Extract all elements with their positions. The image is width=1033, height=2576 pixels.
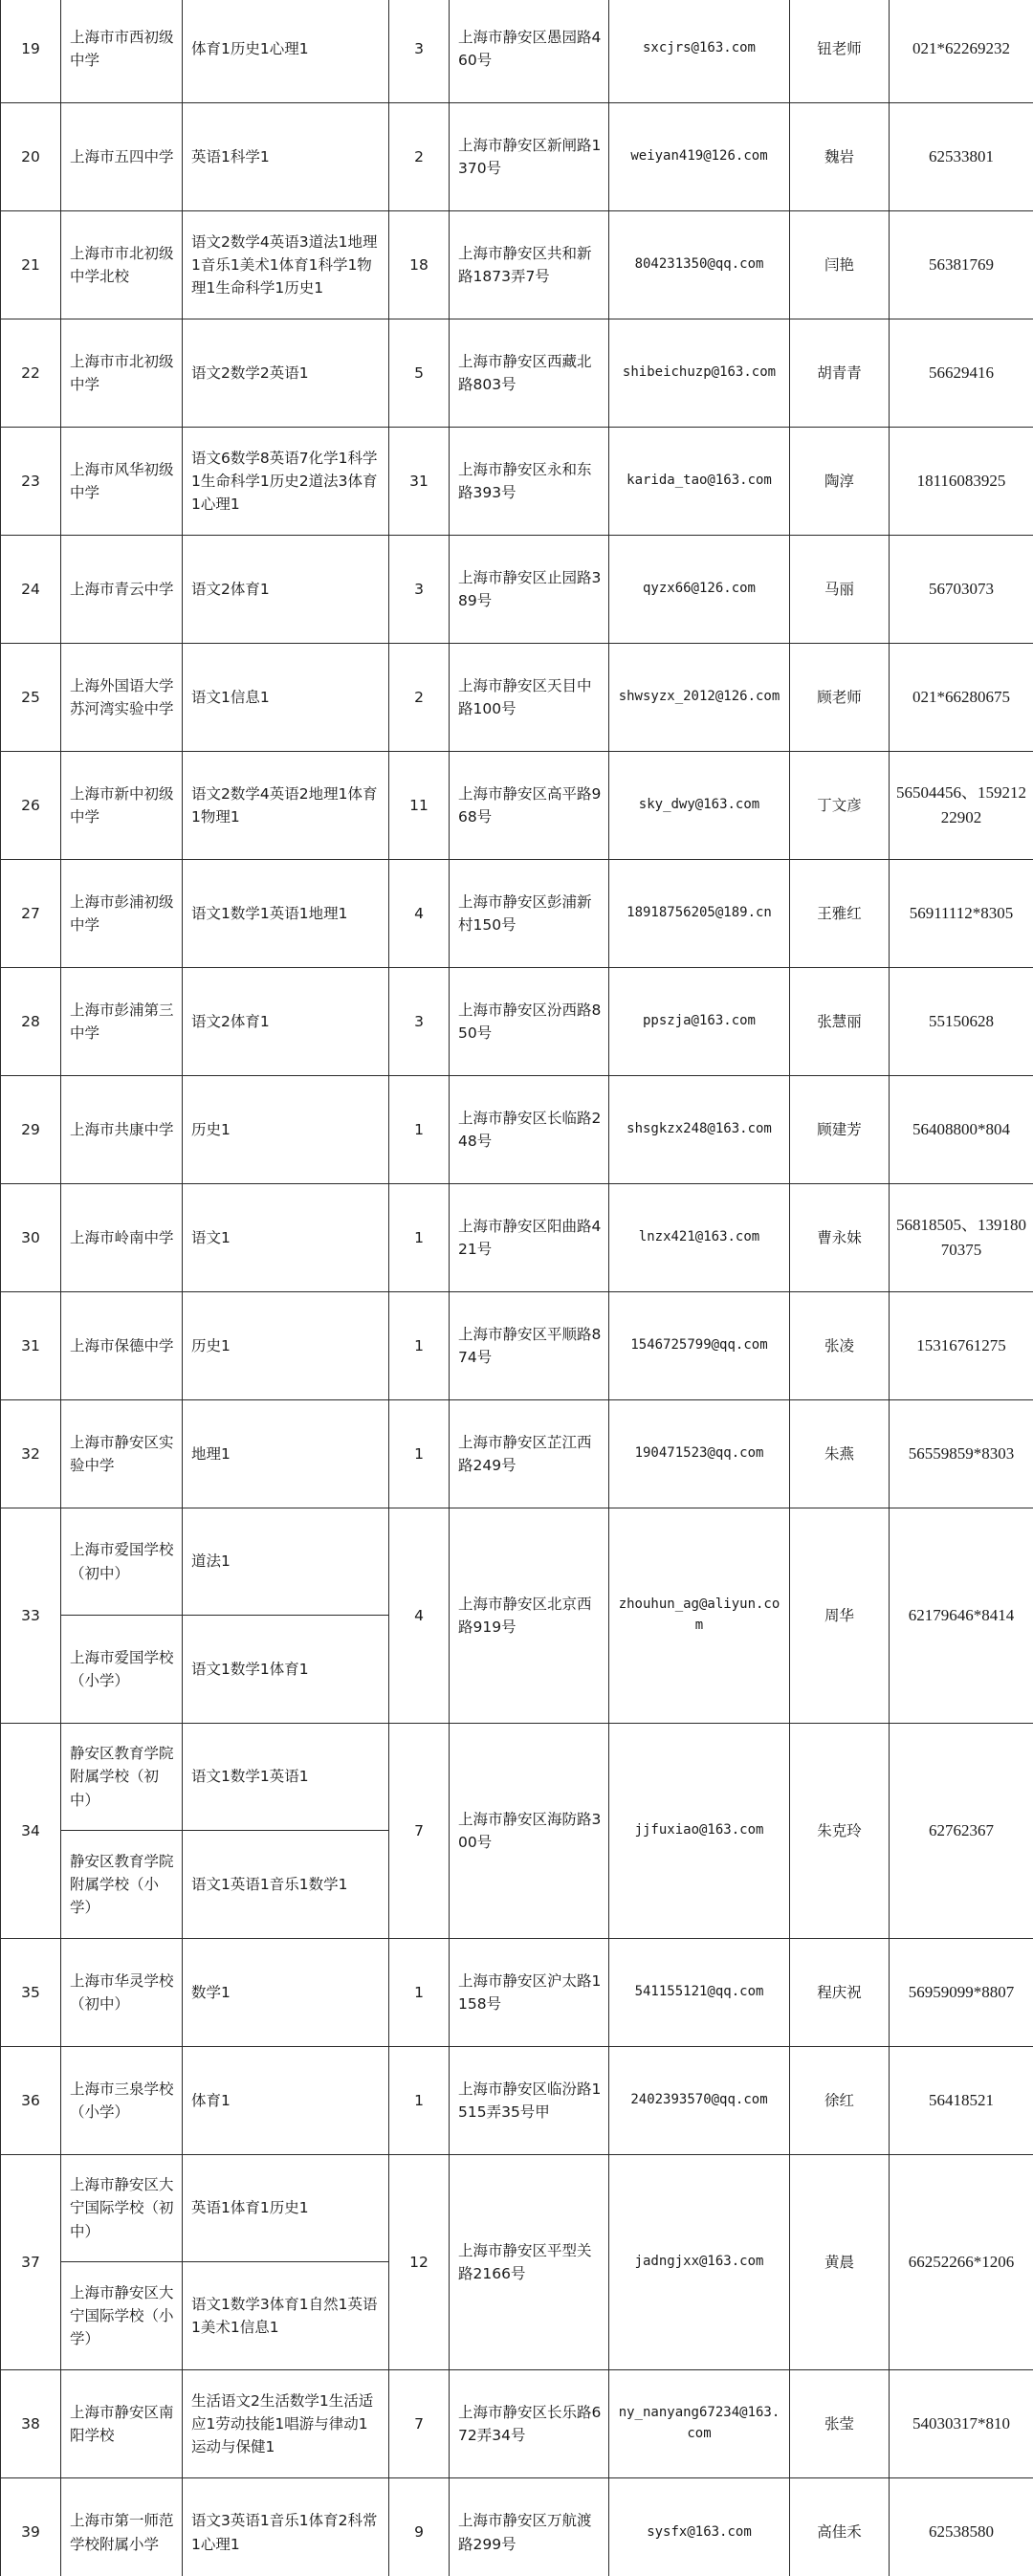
school-address: 上海市静安区长乐路672弄34号 [450, 2370, 609, 2478]
position-count: 1 [389, 2047, 450, 2155]
table-row [1, 752, 1033, 860]
row-number: 27 [1, 860, 61, 968]
subject-list: 语文1数学1英语1地理1 [183, 860, 389, 968]
row-number: 32 [1, 1400, 61, 1508]
contact-phone: 021*62269232 [890, 0, 1033, 103]
school-name: 上海市爱国学校（小学） [61, 1616, 183, 1724]
contact-person: 徐红 [790, 2047, 890, 2155]
school-address: 上海市静安区万航渡路299号 [450, 2478, 609, 2576]
subject-list: 语文2体育1 [183, 536, 389, 644]
contact-person: 胡青青 [790, 319, 890, 428]
table-row [1, 860, 1033, 968]
position-count: 3 [389, 968, 450, 1076]
school-address: 上海市静安区平顺路874号 [450, 1292, 609, 1400]
row-number: 19 [1, 0, 61, 103]
contact-person: 陶淳 [790, 428, 890, 536]
row-number: 39 [1, 2478, 61, 2576]
contact-person: 顾老师 [790, 644, 890, 752]
contact-person: 张莹 [790, 2370, 890, 2478]
row-number: 35 [1, 1939, 61, 2047]
contact-email: 541155121@qq.com [609, 1939, 790, 2047]
row-number: 28 [1, 968, 61, 1076]
school-address: 上海市静安区愚园路460号 [450, 0, 609, 103]
contact-email: weiyan419@126.com [609, 103, 790, 211]
contact-phone: 62762367 [890, 1724, 1033, 1939]
subject-list: 语文1数学1英语1 [183, 1724, 389, 1831]
position-count: 31 [389, 428, 450, 536]
row-number: 20 [1, 103, 61, 211]
row-number: 30 [1, 1184, 61, 1292]
contact-person: 曹永妹 [790, 1184, 890, 1292]
position-count: 12 [389, 2155, 450, 2370]
position-count: 7 [389, 1724, 450, 1939]
position-count: 4 [389, 860, 450, 968]
contact-phone: 56559859*8303 [890, 1400, 1033, 1508]
contact-phone: 54030317*810 [890, 2370, 1033, 2478]
contact-phone: 56418521 [890, 2047, 1033, 2155]
contact-person: 钮老师 [790, 0, 890, 103]
position-count: 1 [389, 1939, 450, 2047]
school-name: 静安区教育学院附属学校（初中） [61, 1724, 183, 1831]
school-name: 上海市静安区大宁国际学校（初中） [61, 2155, 183, 2262]
subject-list: 英语1科学1 [183, 103, 389, 211]
school-name: 上海市彭浦初级中学 [61, 860, 183, 968]
contact-email: sysfx@163.com [609, 2478, 790, 2576]
contact-phone: 021*66280675 [890, 644, 1033, 752]
position-count: 3 [389, 0, 450, 103]
table-body [1, 0, 1033, 2576]
school-address: 上海市静安区阳曲路421号 [450, 1184, 609, 1292]
subject-list: 语文6数学8英语7化学1科学1生命科学1历史2道法3体育1心理1 [183, 428, 389, 536]
position-count: 11 [389, 752, 450, 860]
contact-person: 周华 [790, 1508, 890, 1724]
subject-list: 语文2体育1 [183, 968, 389, 1076]
school-address: 上海市静安区西藏北路803号 [450, 319, 609, 428]
contact-email: 804231350@qq.com [609, 211, 790, 319]
table-row [1, 2155, 1033, 2262]
table-row [1, 2047, 1033, 2155]
table-row [1, 1400, 1033, 1508]
school-address: 上海市静安区彭浦新村150号 [450, 860, 609, 968]
school-name: 上海市市北初级中学 [61, 319, 183, 428]
contact-phone: 56408800*804 [890, 1076, 1033, 1184]
contact-email: jjfuxiao@163.com [609, 1724, 790, 1939]
school-name: 上海市共康中学 [61, 1076, 183, 1184]
school-address: 上海市静安区海防路300号 [450, 1724, 609, 1939]
subject-list: 语文2数学2英语1 [183, 319, 389, 428]
subject-list: 地理1 [183, 1400, 389, 1508]
position-count: 3 [389, 536, 450, 644]
contact-email: karida_tao@163.com [609, 428, 790, 536]
school-name: 上海市保德中学 [61, 1292, 183, 1400]
subject-list: 语文1信息1 [183, 644, 389, 752]
school-name: 上海市三泉学校（小学） [61, 2047, 183, 2155]
contact-phone: 56504456、15921222902 [890, 752, 1033, 860]
contact-person: 朱克玲 [790, 1724, 890, 1939]
row-number: 33 [1, 1508, 61, 1724]
contact-person: 魏岩 [790, 103, 890, 211]
contact-email: jadngjxx@163.com [609, 2155, 790, 2370]
contact-email: 1546725799@qq.com [609, 1292, 790, 1400]
row-number: 36 [1, 2047, 61, 2155]
school-name: 上海市新中初级中学 [61, 752, 183, 860]
position-count: 1 [389, 1292, 450, 1400]
table-row [1, 1292, 1033, 1400]
position-count: 4 [389, 1508, 450, 1724]
contact-phone: 15316761275 [890, 1292, 1033, 1400]
table-row [1, 644, 1033, 752]
contact-email: 18918756205@189.cn [609, 860, 790, 968]
contact-email: shwsyzx_2012@126.com [609, 644, 790, 752]
contact-phone: 56818505、13918070375 [890, 1184, 1033, 1292]
row-number: 34 [1, 1724, 61, 1939]
contact-phone: 18116083925 [890, 428, 1033, 536]
school-name: 上海市静安区大宁国际学校（小学） [61, 2262, 183, 2370]
contact-email: lnzx421@163.com [609, 1184, 790, 1292]
row-number: 38 [1, 2370, 61, 2478]
row-number: 21 [1, 211, 61, 319]
contact-person: 张慧丽 [790, 968, 890, 1076]
contact-person: 马丽 [790, 536, 890, 644]
contact-email: ppszja@163.com [609, 968, 790, 1076]
subject-list: 体育1 [183, 2047, 389, 2155]
contact-person: 朱燕 [790, 1400, 890, 1508]
contact-person: 张凌 [790, 1292, 890, 1400]
subject-list: 英语1体育1历史1 [183, 2155, 389, 2262]
table-row [1, 536, 1033, 644]
subject-list: 道法1 [183, 1508, 389, 1616]
school-name: 上海市华灵学校（初中） [61, 1939, 183, 2047]
school-name: 上海市风华初级中学 [61, 428, 183, 536]
contact-email: qyzx66@126.com [609, 536, 790, 644]
contact-email: shibeichuzp@163.com [609, 319, 790, 428]
school-name: 上海市第一师范学校附属小学 [61, 2478, 183, 2576]
row-number: 23 [1, 428, 61, 536]
contact-phone: 62538580 [890, 2478, 1033, 2576]
school-name: 上海市静安区南阳学校 [61, 2370, 183, 2478]
contact-email: sxcjrs@163.com [609, 0, 790, 103]
row-number: 26 [1, 752, 61, 860]
school-address: 上海市静安区北京西路919号 [450, 1508, 609, 1724]
table-row [1, 319, 1033, 428]
contact-email: ny_nanyang67234@163.com [609, 2370, 790, 2478]
table-row [1, 211, 1033, 319]
contact-email: shsgkzx248@163.com [609, 1076, 790, 1184]
contact-person: 高佳禾 [790, 2478, 890, 2576]
row-number: 22 [1, 319, 61, 428]
contact-email: zhouhun_ag@aliyun.com [609, 1508, 790, 1724]
position-count: 18 [389, 211, 450, 319]
position-count: 1 [389, 1400, 450, 1508]
school-name: 上海市静安区实验中学 [61, 1400, 183, 1508]
subject-list: 语文2数学4英语2地理1体育1物理1 [183, 752, 389, 860]
subject-list: 数学1 [183, 1939, 389, 2047]
contact-phone: 56959099*8807 [890, 1939, 1033, 2047]
contact-person: 闫艳 [790, 211, 890, 319]
row-number: 31 [1, 1292, 61, 1400]
position-count: 9 [389, 2478, 450, 2576]
contact-person: 程庆祝 [790, 1939, 890, 2047]
school-name: 上海市彭浦第三中学 [61, 968, 183, 1076]
row-number: 37 [1, 2155, 61, 2370]
contact-phone: 56629416 [890, 319, 1033, 428]
table-row [1, 428, 1033, 536]
subject-list: 语文3英语1音乐1体育2科常1心理1 [183, 2478, 389, 2576]
subject-list: 语文1英语1音乐1数学1 [183, 1831, 389, 1939]
contact-phone: 62533801 [890, 103, 1033, 211]
school-address: 上海市静安区芷江西路249号 [450, 1400, 609, 1508]
school-address: 上海市静安区止园路389号 [450, 536, 609, 644]
school-name: 上海市市西初级中学 [61, 0, 183, 103]
school-address: 上海市静安区天目中路100号 [450, 644, 609, 752]
contact-phone: 62179646*8414 [890, 1508, 1033, 1724]
contact-phone: 56703073 [890, 536, 1033, 644]
table-row [1, 1724, 1033, 1831]
contact-person: 丁文彦 [790, 752, 890, 860]
school-address: 上海市静安区临汾路1515弄35号甲 [450, 2047, 609, 2155]
row-number: 29 [1, 1076, 61, 1184]
school-name: 上海市市北初级中学北校 [61, 211, 183, 319]
row-number: 24 [1, 536, 61, 644]
table-row [1, 1508, 1033, 1616]
table-row [1, 1076, 1033, 1184]
position-count: 2 [389, 103, 450, 211]
position-count: 7 [389, 2370, 450, 2478]
school-name: 上海市岭南中学 [61, 1184, 183, 1292]
subject-list: 语文1数学1体育1 [183, 1616, 389, 1724]
contact-email: 2402393570@qq.com [609, 2047, 790, 2155]
contact-email: sky_dwy@163.com [609, 752, 790, 860]
position-count: 1 [389, 1076, 450, 1184]
table-row [1, 968, 1033, 1076]
school-name: 上海市五四中学 [61, 103, 183, 211]
subject-list: 历史1 [183, 1292, 389, 1400]
school-name: 上海市爱国学校（初中） [61, 1508, 183, 1616]
subject-list: 语文1数学3体育1自然1英语1美术1信息1 [183, 2262, 389, 2370]
table-row [1, 2370, 1033, 2478]
school-address: 上海市静安区沪太路1158号 [450, 1939, 609, 2047]
subject-list: 体育1历史1心理1 [183, 0, 389, 103]
contact-phone: 55150628 [890, 968, 1033, 1076]
table-row [1, 1184, 1033, 1292]
table-row [1, 103, 1033, 211]
contact-phone: 56381769 [890, 211, 1033, 319]
position-count: 2 [389, 644, 450, 752]
table-row [1, 1939, 1033, 2047]
school-name: 静安区教育学院附属学校（小学） [61, 1831, 183, 1939]
contact-person: 黄晨 [790, 2155, 890, 2370]
table-row [1, 0, 1033, 103]
table-row [1, 2478, 1033, 2576]
contact-person: 王雅红 [790, 860, 890, 968]
row-number: 25 [1, 644, 61, 752]
contact-person: 顾建芳 [790, 1076, 890, 1184]
school-name: 上海市青云中学 [61, 536, 183, 644]
school-address: 上海市静安区永和东路393号 [450, 428, 609, 536]
school-address: 上海市静安区新闸路1370号 [450, 103, 609, 211]
subject-list: 语文2数学4英语3道法1地理1音乐1美术1体育1科学1物理1生命科学1历史1 [183, 211, 389, 319]
subject-list: 生活语文2生活数学1生活适应1劳动技能1唱游与律动1运动与保健1 [183, 2370, 389, 2478]
school-address: 上海市静安区共和新路1873弄7号 [450, 211, 609, 319]
school-address: 上海市静安区汾西路850号 [450, 968, 609, 1076]
subject-list: 历史1 [183, 1076, 389, 1184]
subject-list: 语文1 [183, 1184, 389, 1292]
school-address: 上海市静安区平型关路2166号 [450, 2155, 609, 2370]
contact-phone: 56911112*8305 [890, 860, 1033, 968]
school-address: 上海市静安区高平路968号 [450, 752, 609, 860]
school-address: 上海市静安区长临路248号 [450, 1076, 609, 1184]
contact-email: 190471523@qq.com [609, 1400, 790, 1508]
position-count: 1 [389, 1184, 450, 1292]
position-count: 5 [389, 319, 450, 428]
school-name: 上海外国语大学苏河湾实验中学 [61, 644, 183, 752]
contact-phone: 66252266*1206 [890, 2155, 1033, 2370]
